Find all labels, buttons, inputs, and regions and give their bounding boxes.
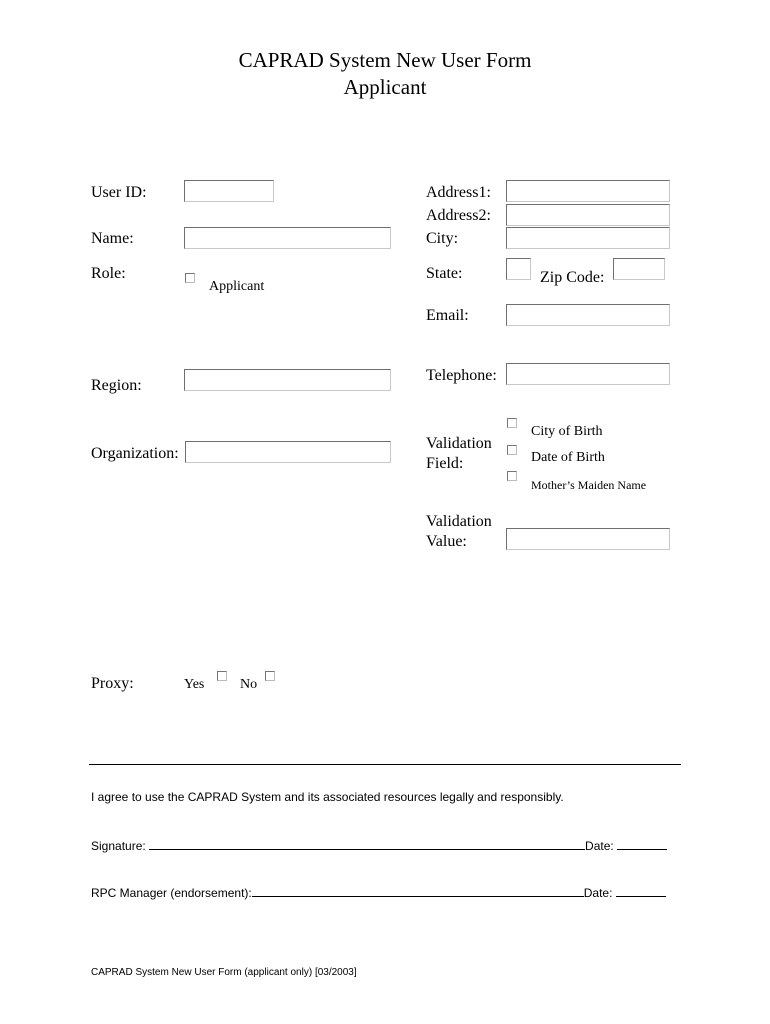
user-id-label: User ID: — [91, 184, 147, 201]
state-input[interactable] — [506, 258, 531, 280]
section-divider — [89, 764, 681, 765]
validation-value-label-line1: Validation — [426, 513, 492, 530]
proxy-no-label: No — [240, 677, 258, 692]
telephone-input[interactable] — [506, 363, 670, 385]
agreement-statement: I agree to use the CAPRAD System and its associated resources legally and responsibly. — [91, 790, 564, 804]
rpc-manager-row — [91, 885, 666, 901]
zip-code-label: Zip Code: — [540, 269, 605, 286]
rpc-manager-date-line[interactable] — [616, 885, 666, 897]
validation-field-label-line2: Field: — [426, 455, 464, 472]
signature-date-label: Date: — [585, 839, 614, 853]
form-subtitle: Applicant — [343, 75, 427, 99]
name-input[interactable] — [184, 227, 391, 249]
role-label: Role: — [91, 265, 126, 282]
zip-code-input[interactable] — [613, 258, 665, 280]
city-input[interactable] — [506, 227, 670, 249]
footer-text: CAPRAD System New User Form (applicant only) [03/2003] — [91, 967, 357, 978]
form-title: CAPRAD System New User Form — [238, 48, 532, 72]
region-label: Region: — [91, 377, 142, 394]
user-id-input[interactable] — [184, 180, 274, 202]
signature-label: Signature: — [91, 839, 146, 853]
name-label: Name: — [91, 230, 134, 247]
role-applicant-checkbox[interactable] — [185, 273, 195, 283]
validation-value-input[interactable] — [506, 528, 670, 550]
proxy-yes-checkbox[interactable] — [217, 671, 227, 681]
telephone-label: Telephone: — [426, 367, 497, 384]
proxy-yes-label: Yes — [184, 677, 205, 692]
rpc-manager-line[interactable] — [252, 885, 584, 897]
validation-mothers-maiden-name-label: Mother’s Maiden Name — [531, 478, 647, 492]
email-label: Email: — [426, 307, 469, 324]
signature-row — [91, 838, 667, 854]
address1-input[interactable] — [506, 180, 670, 202]
address2-input[interactable] — [506, 204, 670, 226]
signature-date-line[interactable] — [617, 838, 667, 850]
state-label: State: — [426, 265, 463, 282]
validation-value-label-line2: Value: — [426, 533, 467, 550]
validation-city-of-birth-checkbox[interactable] — [507, 418, 517, 428]
address2-label: Address2: — [426, 207, 491, 224]
region-input[interactable] — [184, 369, 391, 391]
proxy-no-checkbox[interactable] — [265, 671, 275, 681]
address1-label: Address1: — [426, 184, 491, 201]
validation-date-of-birth-checkbox[interactable] — [507, 445, 517, 455]
rpc-manager-label: RPC Manager (endorsement): — [91, 886, 252, 900]
organization-input[interactable] — [185, 441, 391, 463]
validation-field-label-line1: Validation — [426, 435, 492, 452]
rpc-manager-date-label: Date: — [583, 886, 613, 900]
signature-line[interactable] — [149, 838, 585, 850]
validation-mothers-maiden-name-checkbox[interactable] — [507, 471, 517, 481]
email-input[interactable] — [506, 304, 670, 326]
city-label: City: — [426, 230, 459, 247]
validation-city-of-birth-label: City of Birth — [531, 424, 603, 439]
role-applicant-label: Applicant — [209, 279, 265, 294]
validation-date-of-birth-label: Date of Birth — [531, 450, 605, 465]
proxy-label: Proxy: — [91, 675, 134, 692]
organization-label: Organization: — [91, 445, 179, 462]
